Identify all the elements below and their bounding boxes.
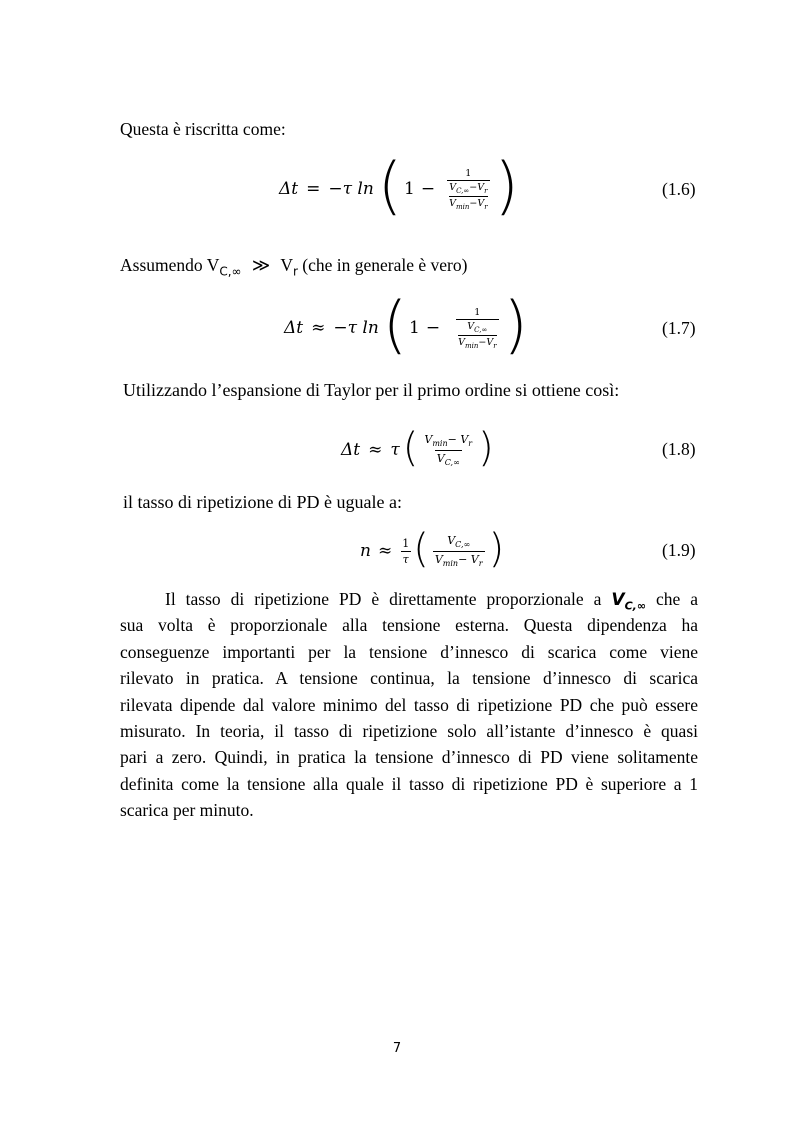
intro-text-4: il tasso di ripetizione di PD è uguale a:: [123, 492, 402, 512]
paragraph-line-2: sua volta è proporzionale alla tensione esterna. Questa dipendenza ha: [120, 615, 698, 636]
paragraph-line-8: definita come la tensione alla quale il tasso di ripetizione PD è superiore a 1: [120, 773, 698, 794]
equation-1-8: Δt ≈ τ ( $\frac{V_{min}- V_r}{V_{C,\infty}}$ ): [341, 425, 494, 471]
paragraph-line-7: pari a zero. Quindi, in pratica la tensione d’innesco di PD viene solitamente: [120, 747, 698, 768]
page-number: 7: [392, 1041, 402, 1056]
equation-1-7: Δt ≈ −τ ln ( 1 − 1 $V_{C,\infty}$ $V_{min}-V_r$ ): [284, 288, 528, 361]
equation-1-6: Δt = −τ ln ( 1 − 1 $V_{C,\infty}-V_r$ $V_{min}-V_r$ ): [279, 149, 519, 222]
v-c-infinity-symbol: $V_{C,\infty}$: [611, 590, 646, 613]
equation-number-1-6: (1.6): [662, 179, 696, 199]
paragraph-line-4: rilevato in pratica. A tensione continua, la tensione d’innesco di scarica: [120, 668, 698, 689]
equation-number-1-9: (1.9): [662, 540, 696, 560]
paragraph-line-6: misurato. In teoria, il tasso di ripetizione solo all’istante d’innesco è quasi: [120, 720, 698, 741]
equation-1-9: n ≈ $\frac{1}{\tau}$ ( $\frac{V_{C,\infty}}{V_{min}- V_r}$ ): [360, 526, 505, 572]
paragraph-line-3: conseguenze importanti per la tensione d’innesco di scarica come viene: [120, 641, 698, 662]
equation-number-1-7: (1.7): [662, 318, 696, 338]
body-paragraph: [120, 586, 698, 824]
paragraph-line-1: Il tasso di ripetizione PD è direttamente proporzionale a $V_{C,\infty}$ che a: [165, 589, 698, 613]
intro-text-1: Questa è riscritta come:: [120, 119, 286, 139]
intro-text-2: Assumendo $V_{C,\infty}$ ≫ $V_r$ (che in generale è vero): [120, 255, 468, 279]
intro-text-3: Utilizzando l’espansione di Taylor per il primo ordine si ottiene così:: [123, 380, 620, 400]
equation-number-1-8: (1.8): [662, 439, 696, 459]
paragraph-line-9: scarica per minuto.: [120, 800, 254, 821]
paragraph-line-5: rilevata dipende dal valore minimo del tasso di ripetizione PD che può essere: [120, 694, 698, 715]
